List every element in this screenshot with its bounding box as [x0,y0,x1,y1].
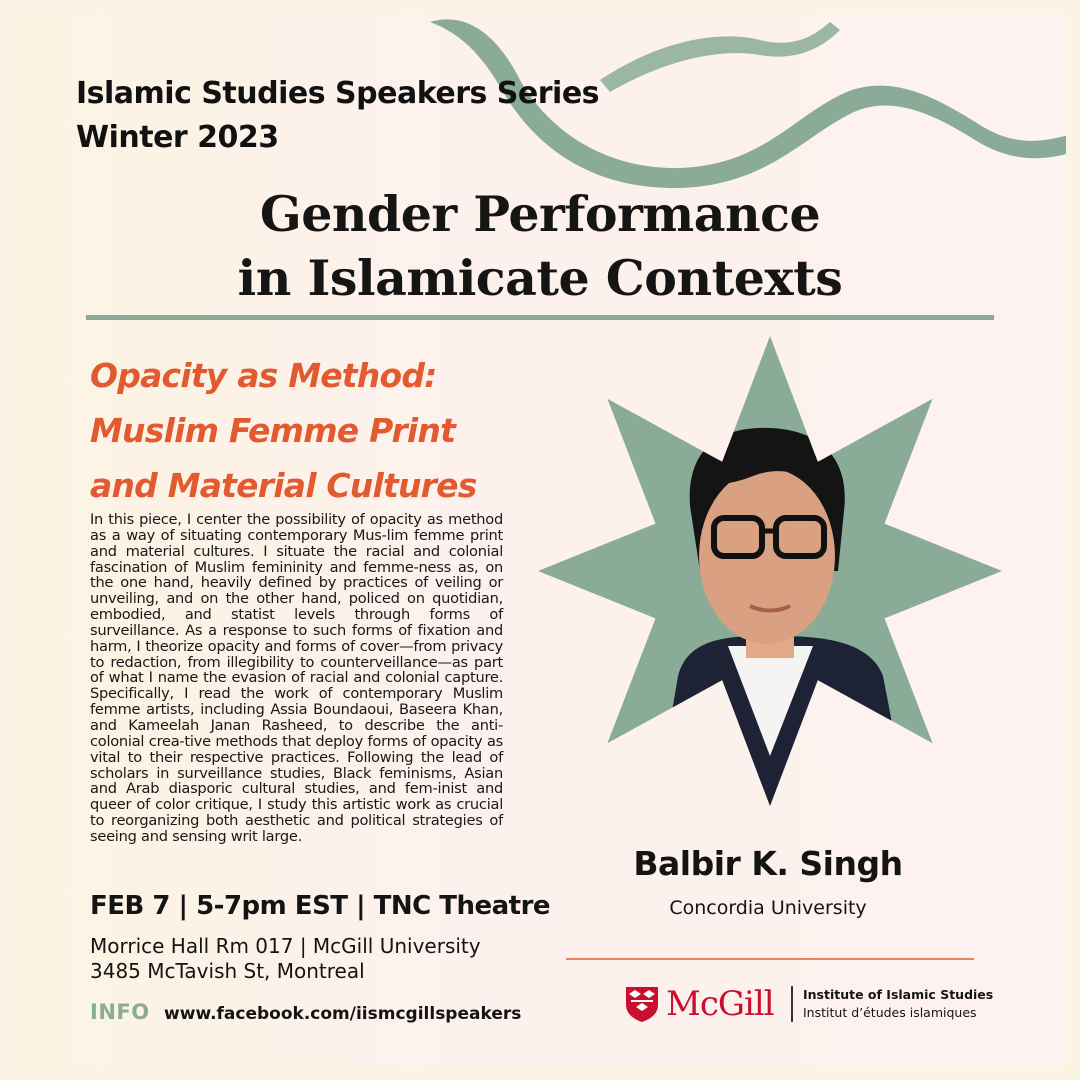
series-heading [76,72,599,160]
series-name: Islamic Studies Speakers Series [76,76,600,111]
talk-title-line-3: and Material Cultures [90,466,477,505]
speaker-divider [566,958,974,960]
institute-name-english: Institute of Islamic Studies [803,987,994,1002]
speaker-affiliation: Concordia University [669,897,867,919]
event-date-time-location: FEB 7 | 5-7pm EST | TNC Theatre [90,891,551,921]
speaker-photo-star [538,336,1002,806]
info-row [90,1000,521,1024]
series-term: Winter 2023 [76,120,279,155]
venue-line-1: Morrice Hall Rm 017 | McGill University [90,934,481,958]
venue-line-2: 3485 McTavish St, Montreal [90,959,365,983]
theme-line-2: in Islamicate Contexts [237,249,843,307]
talk-abstract: In this piece, I center the possibility of opacity as method as a way of situating contemporary Mus-lim femme print and material cultures. I situate the racial and colonial fascination of Muslim femininity and femme-ness as, on the one hand, heavily defined by practices of veiling or unveiling, and on the other hand, policed on quotidian, embodied, and statist levels through forms of surveillance. As a response to such forms of fixation and harm, I theorize opacity and forms of cover—from privacy to redaction, from illegibility to counterveillance—as part of what I name the evasion of racial and colonial capture. Specifically, I read the work of contemporary Muslim femme artists, including Assia Boundaoui, Baseera Khan, and Kameelah Janan Rasheed, to describe the anti-colonial crea-tive methods that deploy forms of opacity as vital to their respective practices. Following the lead of scholars in surveillance studies, Black feminisms, Asian and Arab diasporic cultural studies, and fem-inist and queer of color critique, I study this artistic work as crucial to reorganizing both aesthetic and political strategies of seeing and sensing writ large. [90,511,503,845]
series-theme-title [140,182,940,310]
logo-separator [791,986,793,1022]
mcgill-crest-icon [624,985,660,1023]
institute-name-french: Institut d’études islamiques [803,1005,977,1020]
title-divider [86,315,994,320]
talk-title-line-1: Opacity as Method: [90,356,437,395]
info-label: INFO [90,1000,150,1024]
talk-title-line-2: Muslim Femme Print [90,411,456,450]
talk-title [90,348,530,513]
info-link[interactable]: www.facebook.com/iismcgillspeakers [164,1004,522,1024]
theme-line-1: Gender Performance [259,185,821,243]
mcgill-institute-logo [624,984,994,1030]
event-address [90,934,481,984]
speaker-name: Balbir K. Singh [633,844,903,883]
mcgill-wordmark: McGill [666,984,774,1024]
